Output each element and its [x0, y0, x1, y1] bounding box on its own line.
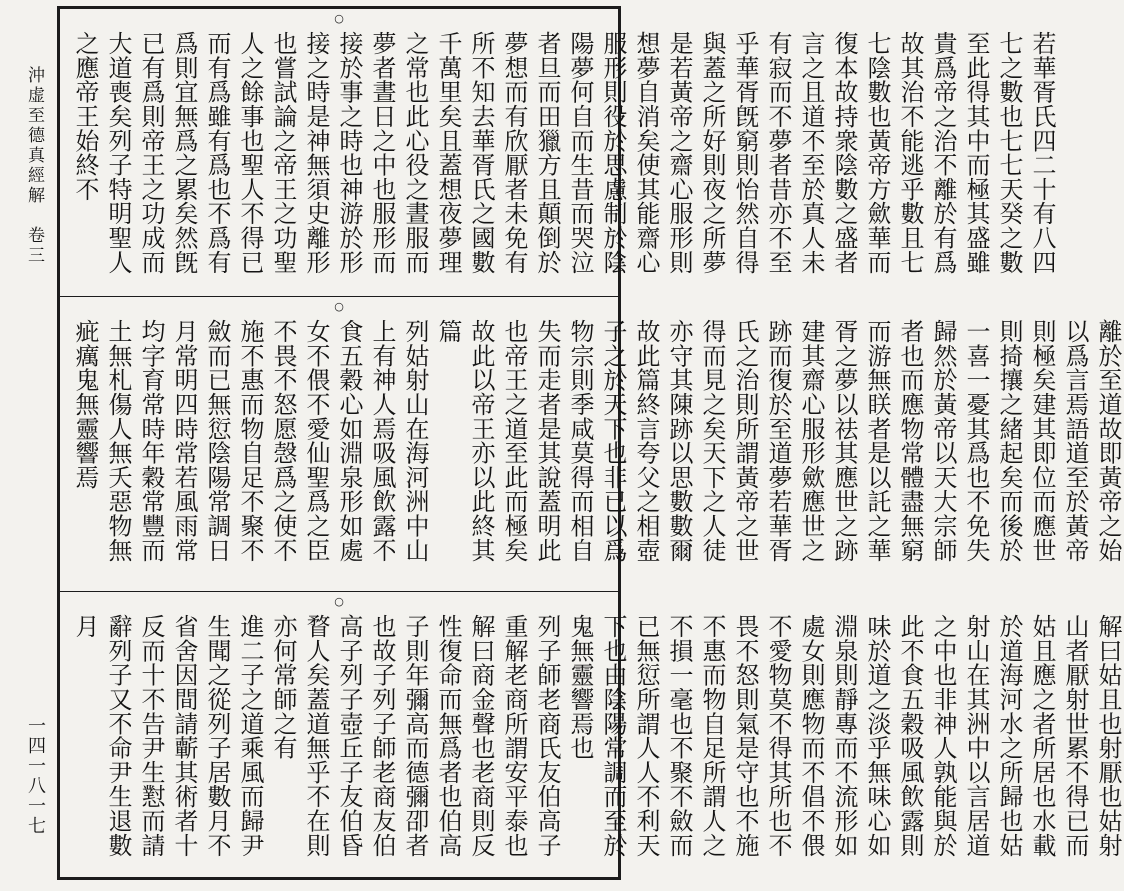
panel-middle	[60, 297, 1122, 592]
panel-circle-mark: ○	[334, 300, 344, 313]
panel-upper	[60, 9, 1056, 297]
text-paragraph: 列子師老商氏友伯高子	[533, 614, 561, 857]
page-number-margin: 一四一八一七	[25, 716, 46, 836]
text-paragraph: 離於至道故即黃帝之始以爲言焉語道至於黃帝則極矣建其即位而應世則掎攘之緒起矣而後於一喜一憂其爲也不免失歸然於黃帝以天大宗師者也而應物常體盡無窮而游無眹者是以託之華胥之夢以祛其應世之跡建其齋心服形歛應世之跡而復於至道夢若華胥氏之治則所謂黃帝之世得而見之矣天下之人徒亦守其陳跡以思數數爾故此篇終言夸父之相壺子之於天下也非已以爲物宗則季咸莫得而相自失而走者是其說蓋明此也帝王之道至此而極矣故此以帝王亦以此終其篇	[434, 319, 1122, 562]
text-paragraph: 進二子之道乘風而歸尹生聞之從列子居數月不省舍因間請蘄其術者十反而十不告尹生懟而請辭列子又不命尹生退數月	[71, 614, 264, 857]
text-paragraph: 解曰姑且也射厭也姑射山者厭射世累不得已而姑且應之者所居也水載於道海河水之所歸也姑射山在其洲中以言居道之中也非神人孰能與於此不食五穀吸風飲露則味於道之淡乎無味心如淵泉則靜專而不流形如處女則應物而不倡不偎不愛物莫不得其所也不畏不怒則氣是守也不施不惠而物自足所謂人之不損一毫也不聚不斂而已無愆所謂人人不利天下也由陰陽常調而至於鬼無靈響焉也	[566, 614, 1122, 857]
text-paragraph: 解曰商金聲也老商則反性復命而無爲者也伯高子則年彌高而德彌卲者也故子列子師老商友伯高子列子壺丘子友伯昏瞀人矣蓋道無乎不在則亦何常師之有	[269, 614, 495, 857]
panel-text-upper	[68, 31, 1058, 288]
text-paragraph: 列姑射山在海河洲中山上有神人焉吸風飲露不食五穀心如淵泉形如處女不偎不愛仙聖爲之臣不畏不怒愿愨爲之使不施不惠而物自足不聚不斂而已無愆陰陽常調日月常明四時常若風雨常均字育常時年穀常豐而土無札傷人無夭惡物無疵癘鬼無靈響焉	[71, 319, 429, 562]
panel-text-middle	[68, 319, 1124, 583]
panel-lower	[60, 592, 1122, 877]
panel-text-lower	[68, 614, 1124, 869]
text-paragraph: 若華胥氏四二十有八四七之數也七七天癸之數至此得其中而極其盛雖貴爲帝之治不離於有爲故其治不能逃乎數且七七陰數也黃帝方歛華而復本故持衆陰數之盛者言之且道不至於真人未有寂而不夢者昔亦不至乎華胥旣窮則怡然自得與蓋之所好則夜之所夢是若黃帝之齋心服形則想夢自消矣使其能齋心服形則役於思慮制於陰陽夢何自而生昔而哭泣者旦而田獵方且顛倒於夢想而有欣厭者未免有所不知去華胥氏之國數千萬里矣且蓋想夜夢理之常也此心役之晝服而夢者晝日之中也服形而接於事之時也神游於形接之時是神無須史離形也嘗試論之帝王之功聖人之餘事也聖人不得已而有爲雖有爲也不爲有爲則宜無爲之累矣然旣已有爲則帝王之功成而大道喪矣列子特明聖人之應帝王始終不	[71, 31, 1056, 274]
text-paragraph: 重解老商所謂安平泰也	[500, 614, 528, 857]
panel-circle-mark: ○	[334, 12, 344, 25]
panel-circle-mark: ○	[334, 595, 344, 608]
book-title-margin: 沖虚至德真經解 卷三	[24, 66, 44, 266]
